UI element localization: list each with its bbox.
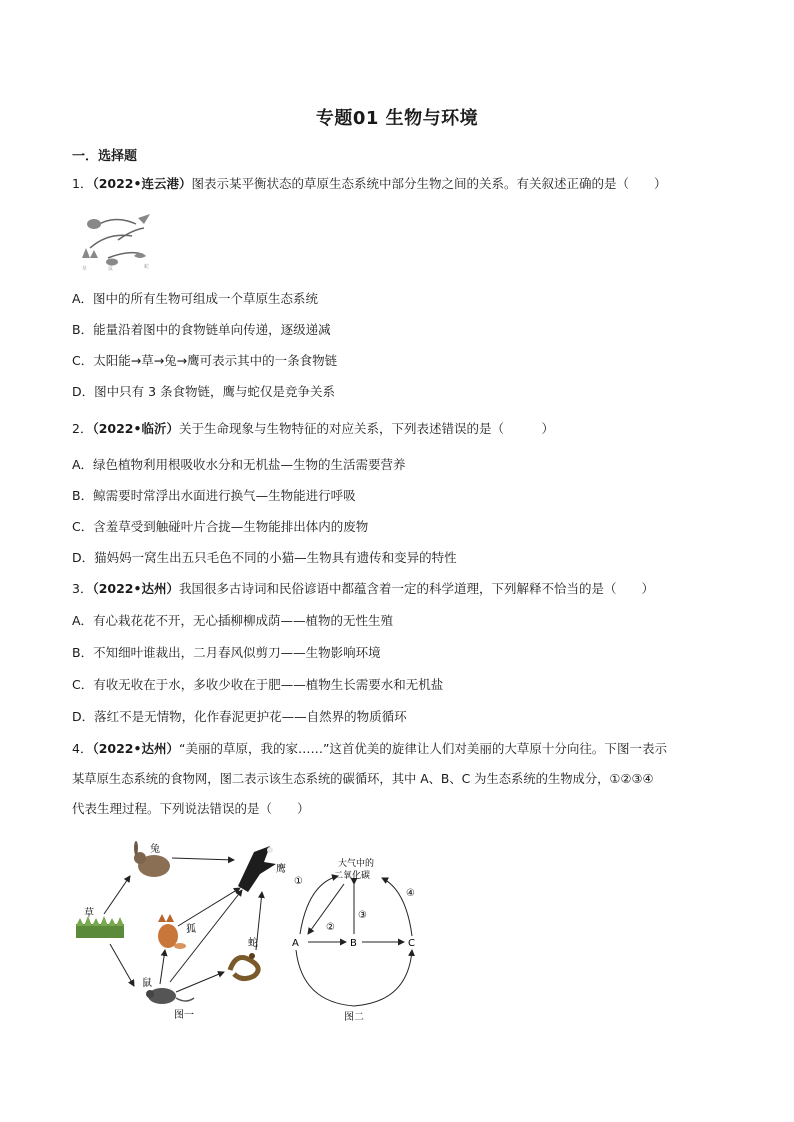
mouse-icon xyxy=(146,988,194,1004)
snake-icon xyxy=(230,953,258,979)
question-number: 4． xyxy=(72,741,93,756)
question-4-stem-line-2: 某草原生态系统的食物网，图二表示该生态系统的碳循环，其中 A、B、C 为生态系统的生物成分，①②③④ xyxy=(72,772,654,786)
fox-icon xyxy=(158,914,186,949)
q1-option-b: B．能量沿着图中的食物链单向传递，逐级递减 xyxy=(72,322,331,337)
node-b-label: B xyxy=(350,938,357,949)
fig1-label-fox: 狐 xyxy=(186,924,196,935)
question-number: 2． xyxy=(72,421,93,436)
q2-option-d: D．猫妈妈一窝生出五只毛色不同的小猫—生物具有遗传和变异的特性 xyxy=(72,550,457,565)
process-3-label: ③ xyxy=(358,910,367,921)
node-c-label: C xyxy=(408,938,415,949)
atmosphere-label-line-2: 二氧化碳 xyxy=(334,871,371,881)
fig1-label-mouse: 鼠 xyxy=(142,978,152,989)
question-source: （2022•临沂） xyxy=(92,421,179,436)
fig1-label-grass: 草 xyxy=(84,908,94,919)
fig1-label-eagle: 鹰 xyxy=(276,864,286,875)
q1-option-a: A．图中的所有生物可组成一个草原生态系统 xyxy=(72,291,319,306)
svg-text:蛇: 蛇 xyxy=(144,264,150,270)
q3-option-b: B．不知细叶谁裁出，二月春风似剪刀——生物影响环境 xyxy=(72,645,381,660)
carbon-cycle-figure xyxy=(282,850,442,1022)
process-2-label: ② xyxy=(326,922,335,933)
node-a-label: A xyxy=(292,938,299,949)
question-1-figure xyxy=(78,210,158,272)
question-source: （2022•连云港） xyxy=(92,176,192,191)
svg-text:鼠: 鼠 xyxy=(108,266,114,272)
process-4-label: ④ xyxy=(406,888,415,899)
fig2-caption: 图二 xyxy=(344,1012,364,1022)
svg-text:草: 草 xyxy=(82,266,88,272)
q1-option-c: C．太阳能→草→兔→鹰可表示其中的一条食物链 xyxy=(72,353,338,368)
question-number: 1． xyxy=(72,176,93,191)
question-source: （2022•达州） xyxy=(92,741,179,756)
question-text: 图表示某平衡状态的草原生态系统中部分生物之间的关系。有关叙述正确的是（ ） xyxy=(191,176,667,191)
question-3-stem xyxy=(72,580,654,598)
question-4-stem-line-3: 代表生理过程。下列说法错误的是（ ） xyxy=(72,801,310,816)
question-number: 3． xyxy=(72,581,93,596)
q3-option-c: C．有收无收在于水，多收少收在于肥——植物生长需要水和无机盐 xyxy=(72,677,444,692)
q1-option-d: D．图中只有 3 条食物链，鹰与蛇仅是竞争关系 xyxy=(72,384,336,399)
fig1-caption: 图一 xyxy=(174,1010,194,1021)
section-heading: 一．选择题 xyxy=(72,149,138,164)
fig1-label-snake: 蛇 xyxy=(248,938,258,949)
question-text: 我国很多古诗词和民俗谚语中都蕴含着一定的科学道理，下列解释不恰当的是（ ） xyxy=(178,581,654,596)
question-text: 关于生命现象与生物特征的对应关系，下列表述错误的是（ ） xyxy=(178,421,554,436)
q2-option-a: A．绿色植物利用根吸收水分和无机盐—生物的生活需要营养 xyxy=(72,457,406,472)
page-title: 专题01 生物与环境 xyxy=(315,108,479,129)
question-text: “美丽的草原，我的家……”这首优美的旋律让人们对美丽的大草原十分向往。下图一表示 xyxy=(178,741,667,756)
grass-icon xyxy=(76,916,124,938)
process-1-label: ① xyxy=(294,876,303,887)
q3-option-d: D．落红不是无情物，化作春泥更护花——自然界的物质循环 xyxy=(72,709,407,724)
eagle-icon xyxy=(238,846,276,892)
question-1-stem xyxy=(72,175,667,193)
food-web-figure xyxy=(70,834,310,1024)
question-4-stem xyxy=(72,740,667,758)
question-source: （2022•达州） xyxy=(92,581,179,596)
q3-option-a: A．有心栽花花不开，无心插柳柳成荫——植物的无性生殖 xyxy=(72,613,394,628)
question-2-stem xyxy=(72,420,554,438)
fig1-label-rabbit: 兔 xyxy=(150,844,160,855)
atmosphere-label-line-1: 大气中的 xyxy=(338,859,375,869)
q2-option-c: C．含羞草受到触碰叶片合拢—生物能排出体内的废物 xyxy=(72,519,369,534)
q2-option-b: B．鲸需要时常浮出水面进行换气—生物能进行呼吸 xyxy=(72,488,356,503)
